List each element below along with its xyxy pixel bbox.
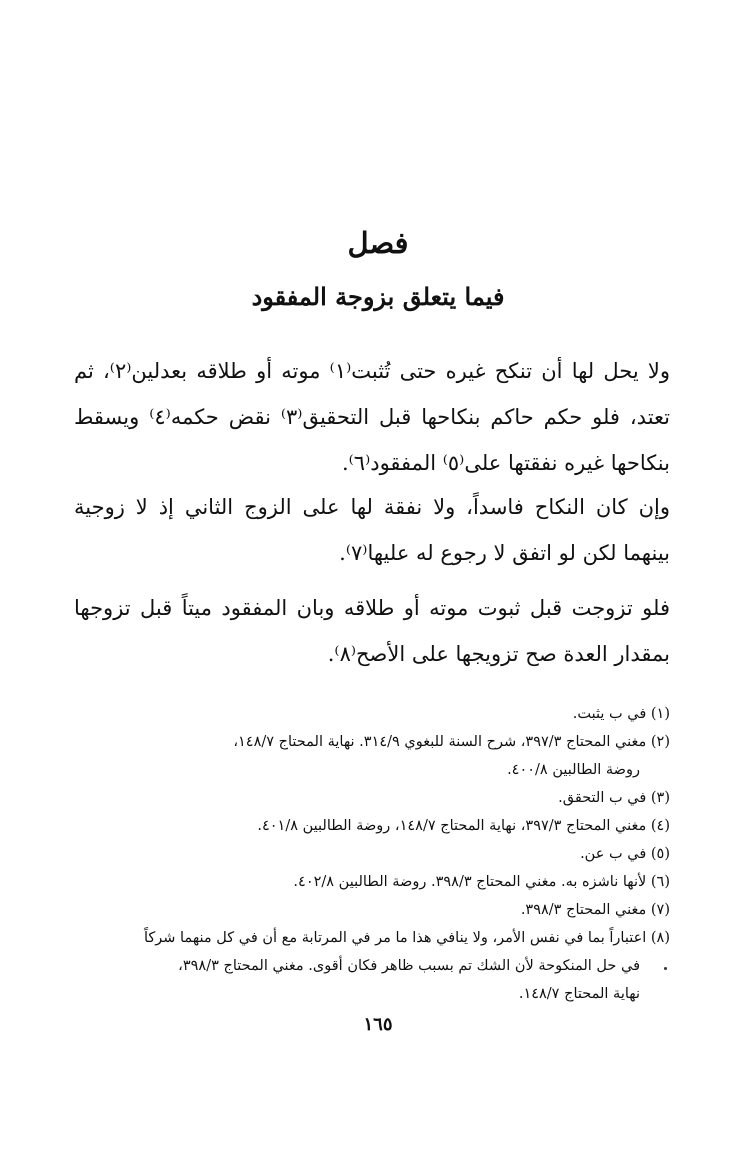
footnote-6: (٦) لأنها ناشزه به. مغني المحتاج ٣٩٨/٣. روضة الطالبين ٤٠٢/٨.: [293, 874, 670, 890]
footnote-2-continuation: روضة الطالبين ٤٠٠/٨.: [507, 762, 640, 778]
section-title: فصل: [347, 226, 409, 260]
paragraph-1: ولا يحل لها أن تنكح غيره حتى تُثبت⁽١⁾ موته أو طلاقه بعدلين⁽٢⁾، ثم تعتد، فلو حكم حاكم بنكاحها قبل التحقيق⁽٣⁾ نقض حكمه⁽٤⁾ ويسقط بنكاحها غيره نفقتها على⁽٥⁾ المفقود⁽٦⁾.: [74, 359, 671, 475]
footnote-7: (٧) مغني المحتاج ٣٩٨/٣.: [520, 902, 670, 918]
page-number: ١٦٥: [363, 1014, 393, 1035]
footnote-3: (٣) في ب التحقق.: [558, 790, 670, 806]
footnote-5: (٥) في ب عن.: [580, 846, 670, 862]
footnote-8: (٨) اعتباراً بما في نفس الأمر، ولا ينافي هذا ما مر في المرتابة مع أن في كل منهما شركاً: [143, 930, 670, 946]
footnote-1: (١) في ب يثبت.: [572, 706, 670, 722]
print-speck: [664, 967, 667, 970]
footnotes-list: [64, 700, 670, 1008]
footnote-4: (٤) مغني المحتاج ٣٩٧/٣، نهاية المحتاج ١٤٨/٧، روضة الطالبين ٤٠١/٨.: [257, 818, 670, 834]
paragraph-3: فلو تزوجت قبل ثبوت موته أو طلاقه وبان المفقود ميتاً قبل تزوجها بمقدار العدة صح تزويجها على الأصح⁽٨⁾.: [74, 596, 670, 666]
paragraph-2: وإن كان النكاح فاسداً، ولا نفقة لها على الزوج الثاني إذ لا زوجية بينهما لكن لو اتفق لا رجوع له عليها⁽٧⁾.: [74, 495, 670, 565]
footnote-8-continuation-2: نهاية المحتاج ١٤٨/٧.: [518, 986, 640, 1002]
footnote-8-continuation-1: في حل المنكوحة لأن الشك تم بسبب ظاهر فكان أقوى. مغني المحتاج ٣٩٨/٣،: [178, 958, 640, 974]
section-subtitle: فيما يتعلق بزوجة المفقود: [251, 282, 505, 311]
footnote-2: (٢) مغني المحتاج ٣٩٧/٣، شرح السنة للبغوي ٣١٤/٩. نهاية المحتاج ١٤٨/٧،: [233, 734, 670, 750]
